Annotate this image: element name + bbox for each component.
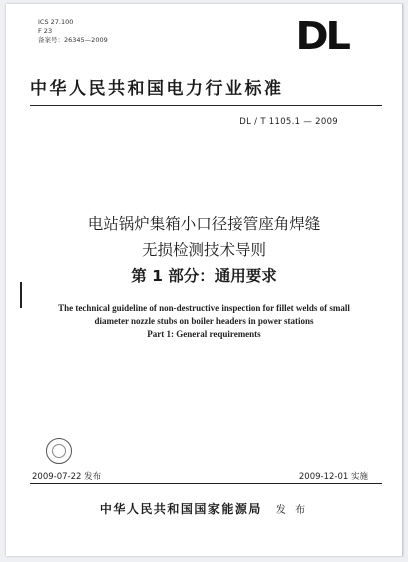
- classification-code: F 23: [38, 27, 53, 35]
- ics-code: ICS 27.100: [38, 18, 74, 26]
- chinese-title-line-1: 电站锅炉集箱小口径接管座角焊缝: [87, 215, 321, 233]
- header-divider: [30, 105, 382, 106]
- english-title: [6, 302, 402, 341]
- issuer-name: 中华人民共和国国家能源局: [99, 502, 262, 516]
- chinese-title-part: 第 1 部分：通用要求: [131, 267, 277, 285]
- english-title-line-2: diameter nozzle stubs on boiler headers in power stations: [94, 316, 314, 326]
- publish-date: 2009-07-22 发布: [32, 472, 102, 482]
- chinese-title: [6, 211, 402, 289]
- issuer-action: 发 布: [275, 505, 309, 516]
- official-seal: [46, 438, 72, 464]
- record-number: 备案号：26345—2009: [38, 36, 108, 44]
- dl-logo: DL: [295, 14, 348, 58]
- english-title-part: Part 1: General requirements: [147, 329, 261, 339]
- implement-date: 2009-12-01 实施: [298, 472, 368, 482]
- issuer-line: [6, 500, 402, 517]
- chinese-title-line-2: 无损检测技术导则: [141, 241, 266, 259]
- standard-number: DL / T 1105.1 — 2009: [239, 117, 338, 127]
- standard-title: 中华人民共和国电力行业标准: [30, 79, 284, 99]
- english-title-line-1: The technical guideline of non-destructive inspection for fillet welds of small: [58, 303, 350, 313]
- metadata-block: [38, 18, 108, 45]
- footer-divider: [30, 483, 382, 484]
- document-page: [6, 4, 403, 556]
